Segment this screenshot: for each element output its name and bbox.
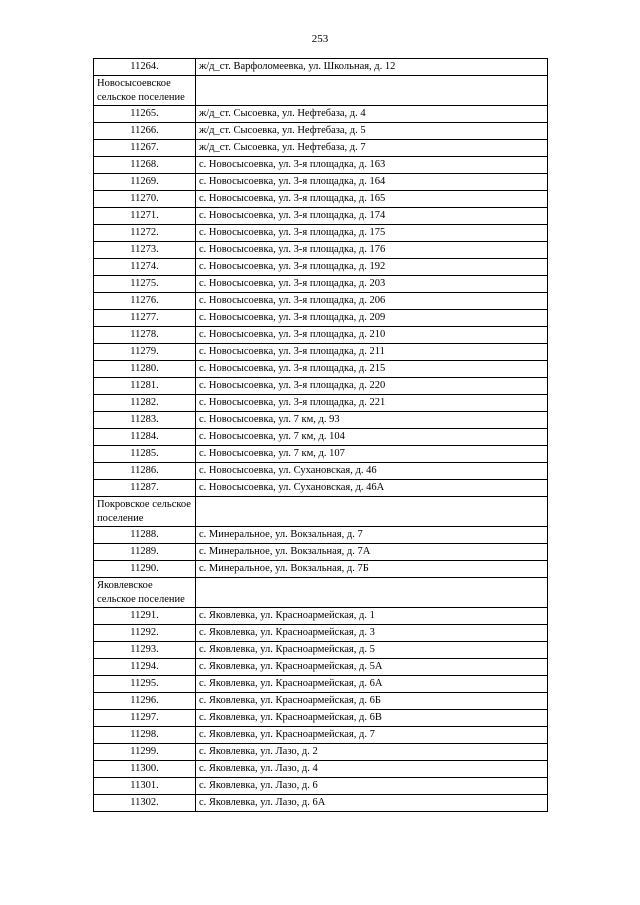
row-number: 11277. — [94, 310, 196, 327]
table-row — [94, 659, 548, 676]
table-row — [94, 157, 548, 174]
row-number: 11276. — [94, 293, 196, 310]
table-row — [94, 106, 548, 123]
table-row — [94, 276, 548, 293]
table-row — [94, 327, 548, 344]
row-number: 11273. — [94, 242, 196, 259]
row-number: 11281. — [94, 378, 196, 395]
section-name: Яковлевское сельское поселение — [94, 578, 196, 608]
row-number: 11299. — [94, 744, 196, 761]
row-address: с. Минеральное, ул. Вокзальная, д. 7 — [196, 527, 548, 544]
table-row — [94, 693, 548, 710]
table-row — [94, 561, 548, 578]
section-name: Покровское сельское поселение — [94, 497, 196, 527]
row-number: 11296. — [94, 693, 196, 710]
row-number: 11270. — [94, 191, 196, 208]
row-address: с. Яковлевка, ул. Лазо, д. 6 — [196, 778, 548, 795]
section-row — [94, 497, 548, 527]
table-row — [94, 59, 548, 76]
row-number: 11268. — [94, 157, 196, 174]
row-address: с. Новосысоевка, ул. 3-я площадка, д. 203 — [196, 276, 548, 293]
row-address: с. Новосысоевка, ул. 3-я площадка, д. 164 — [196, 174, 548, 191]
table-row — [94, 795, 548, 812]
section-name: Новосысоевское сельское поселение — [94, 76, 196, 106]
table-row — [94, 123, 548, 140]
row-number: 11265. — [94, 106, 196, 123]
row-address: с. Новосысоевка, ул. Сухановская, д. 46А — [196, 480, 548, 497]
row-number: 11285. — [94, 446, 196, 463]
table-row — [94, 429, 548, 446]
row-address: с. Новосысоевка, ул. 3-я площадка, д. 210 — [196, 327, 548, 344]
row-address: с. Новосысоевка, ул. Сухановская, д. 46 — [196, 463, 548, 480]
row-address: с. Новосысоевка, ул. 3-я площадка, д. 175 — [196, 225, 548, 242]
row-address: с. Яковлевка, ул. Красноармейская, д. 6Б — [196, 693, 548, 710]
table-row — [94, 344, 548, 361]
row-address: с. Новосысоевка, ул. 3-я площадка, д. 220 — [196, 378, 548, 395]
row-number: 11292. — [94, 625, 196, 642]
table-row — [94, 744, 548, 761]
row-address: с. Новосысоевка, ул. 7 км, д. 107 — [196, 446, 548, 463]
table-row — [94, 259, 548, 276]
row-number: 11282. — [94, 395, 196, 412]
row-address: с. Яковлевка, ул. Красноармейская, д. 6А — [196, 676, 548, 693]
row-number: 11269. — [94, 174, 196, 191]
table-row — [94, 642, 548, 659]
row-number: 11288. — [94, 527, 196, 544]
row-address: ж/д_ст. Сысоевка, ул. Нефтебаза, д. 7 — [196, 140, 548, 157]
row-number: 11298. — [94, 727, 196, 744]
row-address: с. Яковлевка, ул. Красноармейская, д. 6В — [196, 710, 548, 727]
row-address: с. Новосысоевка, ул. 7 км, д. 104 — [196, 429, 548, 446]
table-row — [94, 710, 548, 727]
row-address: с. Минеральное, ул. Вокзальная, д. 7Б — [196, 561, 548, 578]
row-number: 11295. — [94, 676, 196, 693]
row-address: с. Яковлевка, ул. Лазо, д. 2 — [196, 744, 548, 761]
row-address: с. Яковлевка, ул. Красноармейская, д. 5А — [196, 659, 548, 676]
row-number: 11264. — [94, 59, 196, 76]
row-address: с. Яковлевка, ул. Красноармейская, д. 5 — [196, 642, 548, 659]
address-table — [93, 58, 548, 812]
row-address: с. Яковлевка, ул. Лазо, д. 6А — [196, 795, 548, 812]
table-row — [94, 625, 548, 642]
row-number: 11286. — [94, 463, 196, 480]
row-address: с. Новосысоевка, ул. 7 км, д. 93 — [196, 412, 548, 429]
row-number: 11280. — [94, 361, 196, 378]
section-row — [94, 578, 548, 608]
row-address: с. Яковлевка, ул. Красноармейская, д. 1 — [196, 608, 548, 625]
row-address: с. Новосысоевка, ул. 3-я площадка, д. 165 — [196, 191, 548, 208]
row-number: 11275. — [94, 276, 196, 293]
table-row — [94, 140, 548, 157]
row-address: ж/д_ст. Варфоломеевка, ул. Школьная, д. 12 — [196, 59, 548, 76]
row-number: 11266. — [94, 123, 196, 140]
address-table-body — [94, 59, 548, 812]
section-empty-cell — [196, 578, 548, 608]
table-row — [94, 174, 548, 191]
section-row — [94, 76, 548, 106]
row-address: с. Яковлевка, ул. Красноармейская, д. 3 — [196, 625, 548, 642]
table-row — [94, 191, 548, 208]
table-row — [94, 446, 548, 463]
row-address: с. Новосысоевка, ул. 3-я площадка, д. 174 — [196, 208, 548, 225]
row-address: с. Минеральное, ул. Вокзальная, д. 7А — [196, 544, 548, 561]
table-row — [94, 778, 548, 795]
table-row — [94, 480, 548, 497]
table-row — [94, 544, 548, 561]
row-number: 11301. — [94, 778, 196, 795]
table-row — [94, 527, 548, 544]
table-row — [94, 727, 548, 744]
row-number: 11272. — [94, 225, 196, 242]
table-row — [94, 208, 548, 225]
row-address: с. Новосысоевка, ул. 3-я площадка, д. 221 — [196, 395, 548, 412]
row-number: 11300. — [94, 761, 196, 778]
row-number: 11302. — [94, 795, 196, 812]
row-number: 11294. — [94, 659, 196, 676]
row-address: с. Новосысоевка, ул. 3-я площадка, д. 176 — [196, 242, 548, 259]
row-address: с. Яковлевка, ул. Лазо, д. 4 — [196, 761, 548, 778]
table-row — [94, 463, 548, 480]
row-number: 11271. — [94, 208, 196, 225]
row-address: с. Новосысоевка, ул. 3-я площадка, д. 163 — [196, 157, 548, 174]
row-address: ж/д_ст. Сысоевка, ул. Нефтебаза, д. 5 — [196, 123, 548, 140]
row-number: 11274. — [94, 259, 196, 276]
table-row — [94, 242, 548, 259]
section-empty-cell — [196, 497, 548, 527]
table-row — [94, 378, 548, 395]
row-number: 11278. — [94, 327, 196, 344]
row-address: с. Новосысоевка, ул. 3-я площадка, д. 192 — [196, 259, 548, 276]
section-empty-cell — [196, 76, 548, 106]
row-address: ж/д_ст. Сысоевка, ул. Нефтебаза, д. 4 — [196, 106, 548, 123]
table-row — [94, 676, 548, 693]
table-row — [94, 361, 548, 378]
row-number: 11284. — [94, 429, 196, 446]
table-row — [94, 395, 548, 412]
table-row — [94, 225, 548, 242]
row-number: 11297. — [94, 710, 196, 727]
row-number: 11290. — [94, 561, 196, 578]
row-address: с. Яковлевка, ул. Красноармейская, д. 7 — [196, 727, 548, 744]
table-row — [94, 412, 548, 429]
row-address: с. Новосысоевка, ул. 3-я площадка, д. 209 — [196, 310, 548, 327]
row-address: с. Новосысоевка, ул. 3-я площадка, д. 206 — [196, 293, 548, 310]
page-number: 253 — [311, 33, 329, 45]
row-address: с. Новосысоевка, ул. 3-я площадка, д. 211 — [196, 344, 548, 361]
row-number: 11287. — [94, 480, 196, 497]
row-number: 11279. — [94, 344, 196, 361]
row-address: с. Новосысоевка, ул. 3-я площадка, д. 215 — [196, 361, 548, 378]
row-number: 11267. — [94, 140, 196, 157]
table-row — [94, 608, 548, 625]
table-row — [94, 293, 548, 310]
row-number: 11293. — [94, 642, 196, 659]
row-number: 11283. — [94, 412, 196, 429]
table-row — [94, 761, 548, 778]
row-number: 11291. — [94, 608, 196, 625]
row-number: 11289. — [94, 544, 196, 561]
table-row — [94, 310, 548, 327]
